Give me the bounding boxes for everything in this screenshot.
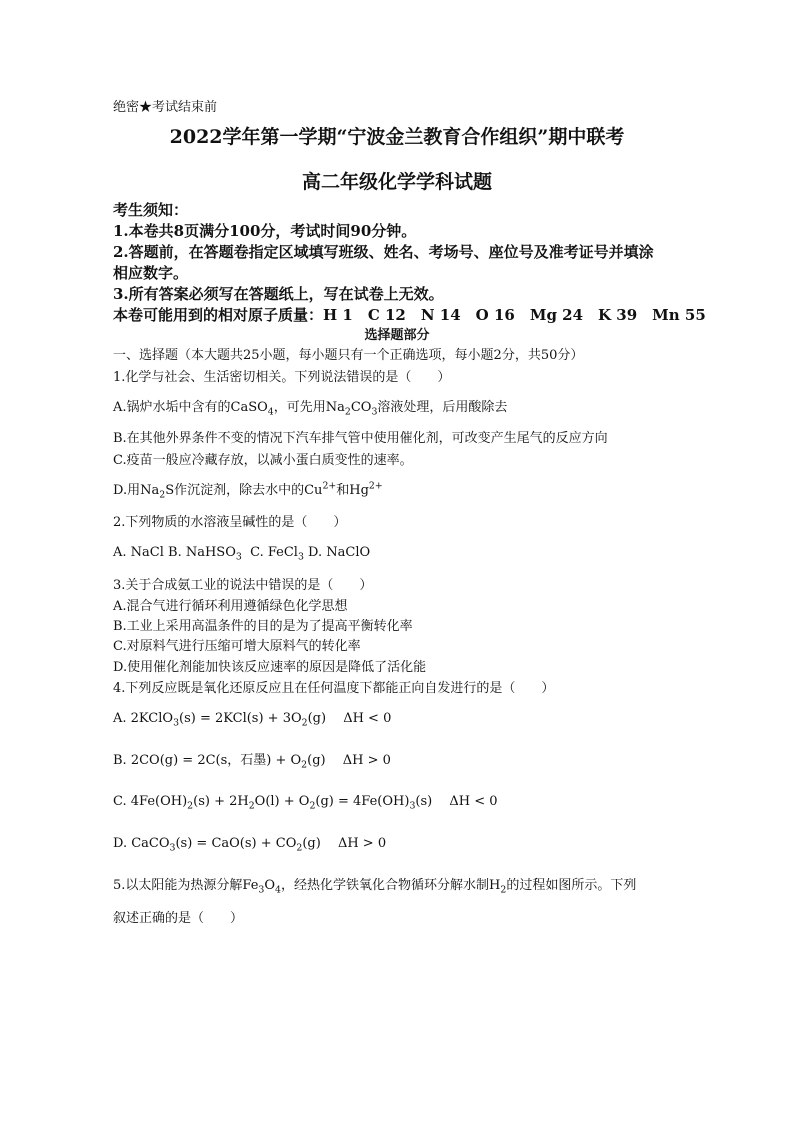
notice-item-2-cont: 相应数字。 [113, 264, 189, 282]
notice-item-2: 2.答题前，在答题卷指定区域填写班级、姓名、考场号、座位号及准考证号并填涂 [113, 243, 654, 261]
secret-label: 绝密★考试结束前 [113, 100, 218, 115]
q4-stem: 4.下列反应既是氧化还原反应且在任何温度下都能正向自发进行的是（ ） [113, 681, 555, 696]
exam-subtitle: 高二年级化学学科试题 [301, 171, 492, 193]
atomic-mass-line: 本卷可能用到的相对原子质量：H 1 C 12 N 14 O 16 Mg 24 K 39 Mn 55 [113, 306, 706, 324]
notice-heading: 考生须知： [113, 201, 189, 219]
q4-option-c: C. $4Fe(OH)_2(s) + 2H_2O(l) + O_2(g) = 4Fe(OH)_3(s)$ ΔH < 0 [113, 794, 498, 812]
section-title: 选择题部分 [364, 328, 430, 343]
q1-stem: 1.化学与社会、生活密切相关。下列说法错误的是（ ） [113, 370, 451, 385]
q3-option-b: B.工业上采用高温条件的目的是为了提高平衡转化率 [113, 619, 413, 634]
q3-option-a: A.混合气进行循环利用遵循绿色化学思想 [113, 599, 348, 614]
q3-stem: 3.关于合成氨工业的说法中错误的是（ ） [113, 578, 373, 593]
q5-stem-line2: 叙述正确的是（ ） [113, 911, 244, 926]
q1-option-a: A.锅炉水垢中含有的CaSO$_4$，可先用$Na_2CO_3$溶液处理，后用酸除去 [113, 400, 508, 418]
q4-option-d: D. CaCO$_3$(s) = $CaO(s) + CO_2(g)$ ΔH > 0 [113, 836, 387, 854]
q3-option-c: C.对原料气进行压缩可增大原料气的转化率 [113, 639, 361, 654]
q4-option-a: A. 2KClO$_3$(s) = $2KCl(s) + 3O_2(g)$ ΔH < 0 [113, 711, 392, 729]
q1-option-c: C.疫苗一般应冷藏存放，以减小蛋白质变性的速率。 [113, 453, 413, 468]
q2-options: A. NaCl B. NaHSO$_3$ C. FeCl$_3$ D. NaClO [113, 545, 371, 563]
q2-stem: 2.下列物质的水溶液呈碱性的是（ ） [113, 515, 347, 530]
section-instructions: 一、选择题（本大题共25小题，每小题只有一个正确选项，每小题2分，共50分） [113, 348, 584, 363]
notice-item-3: 3.所有答案必须写在答题纸上，写在试卷上无效。 [113, 285, 444, 303]
q1-option-b: B.在其他外界条件不变的情况下汽车排气管中使用催化剂，可改变产生尾气的反应方向 [113, 431, 608, 446]
q5-stem-line1: 5.以太阳能为热源分解$Fe_3O_4$，经热化学铁氧化合物循环分解水制$H_2$的过程如图所示。下列 [113, 878, 637, 896]
exam-title: 2022学年第一学期“宁波金兰教育合作组织”期中联考 [169, 126, 625, 148]
q3-option-d: D.使用催化剂能加快该反应速率的原因是降低了活化能 [113, 660, 427, 675]
q4-option-b: B. 2CO(g) = 2C(s，石墨) + $O_2(g)$ ΔH > 0 [113, 753, 391, 771]
notice-item-1: 1.本卷共8页满分100分，考试时间90分钟。 [113, 222, 417, 240]
q1-option-d: D.用$Na_2S$作沉淀剂，除去水中的$Cu^{2+}$和$Hg^{2+}$ [113, 480, 383, 501]
